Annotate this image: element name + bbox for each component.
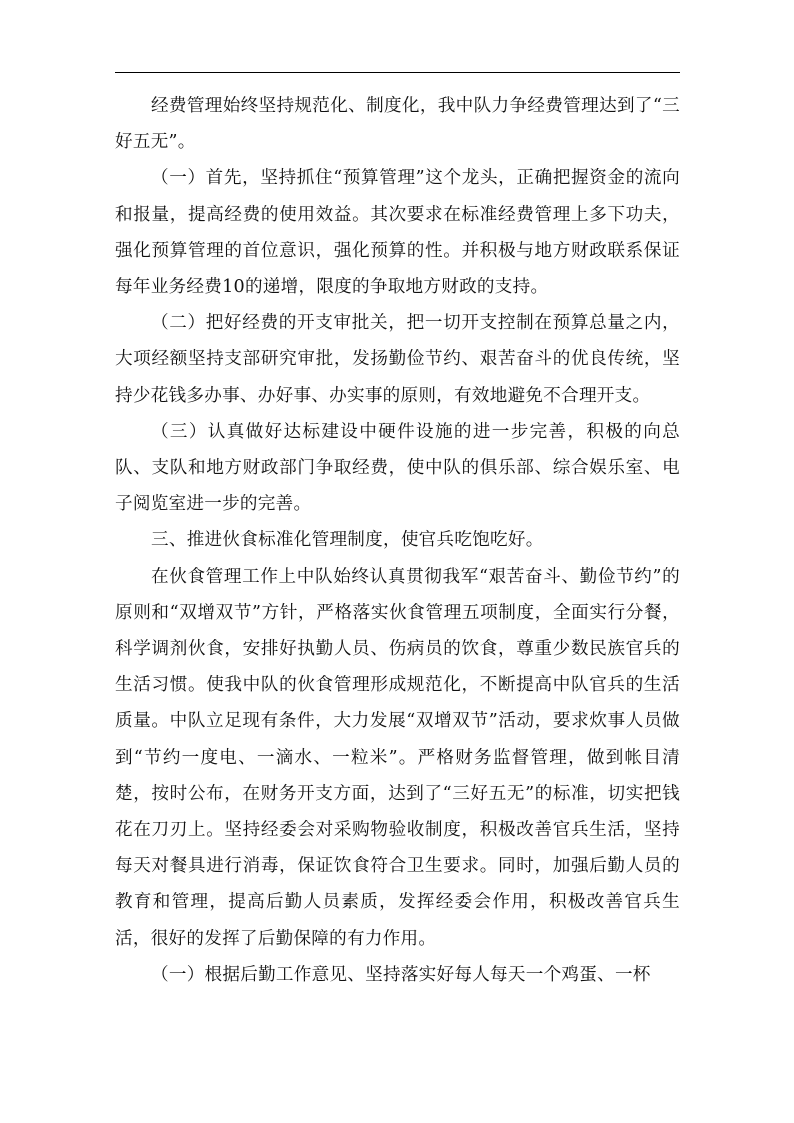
header-rule [115,72,680,73]
paragraph-facility-improvement: （三）认真做好达标建设中硬件设施的进一步完善，积极的向总队、支队和地方财政部门争取经费，使中队的俱乐部、综合娱乐室、电子阅览室进一步的完善。 [115,421,680,515]
section-heading-catering: 三、推进伙食标准化管理制度，使官兵吃饱吃好。 [151,530,544,551]
paragraph-logistics-work: （一）根据后勤工作意见、坚持落实好每人每天一个鸡蛋、一杯 [151,964,651,985]
paragraph-funding-standardization: 经费管理始终坚持规范化、制度化，我中队力争经费管理达到了“三好五无”。 [115,96,680,153]
document-body [115,88,680,993]
paragraph-budget-management: （一）首先，坚持抓住“预算管理”这个龙头，正确把握资金的流向和报量，提高经费的使用效益。其次要求在标准经费管理上多下功夫，强化预算管理的首位意识，强化预算的性。并积极与地方财政联系保证每年业务经费10的递增，限度的争取地方财政的支持。 [115,168,680,298]
paragraph-expense-approval: （二）把好经费的开支审批关，把一切开支控制在预算总量之内，大项经额坚持支部研究审批，发扬勤俭节约、艰苦奋斗的优良传统，坚持少花钱多办事、办好事、办实事的原则，有效地避免不合理开支。 [115,313,680,406]
paragraph-catering-management: 在伙食管理工作上中队始终认真贯彻我军“艰苦奋斗、勤俭节约”的原则和“双增双节”方针，严格落实伙食管理五项制度，全面实行分餐，科学调剂伙食，安排好执勤人员、伤病员的饮食，尊重少数民族官兵的生活习惯。使我中队的伙食管理形成规范化，不断提高中队官兵的生活质量。中队立足现有条件，大力发展“双增双节”活动，要求炊事人员做到“节约一度电、一滴水、一粒米”。严格财务监督管理，做到帐目清楚，按时公布，在财务开支方面，达到了“三好五无”的标准，切实把钱花在刀刃上。坚持经委会对采购物验收制度，积极改善官兵生活，坚持每天对餐具进行消毒，保证饮食符合卫生要求。同时，加强后勤人员的教育和管理，提高后勤人员素质，发挥经委会作用，积极改善官兵生活，很好的发挥了后勤保障的有力作用。 [115,566,680,949]
